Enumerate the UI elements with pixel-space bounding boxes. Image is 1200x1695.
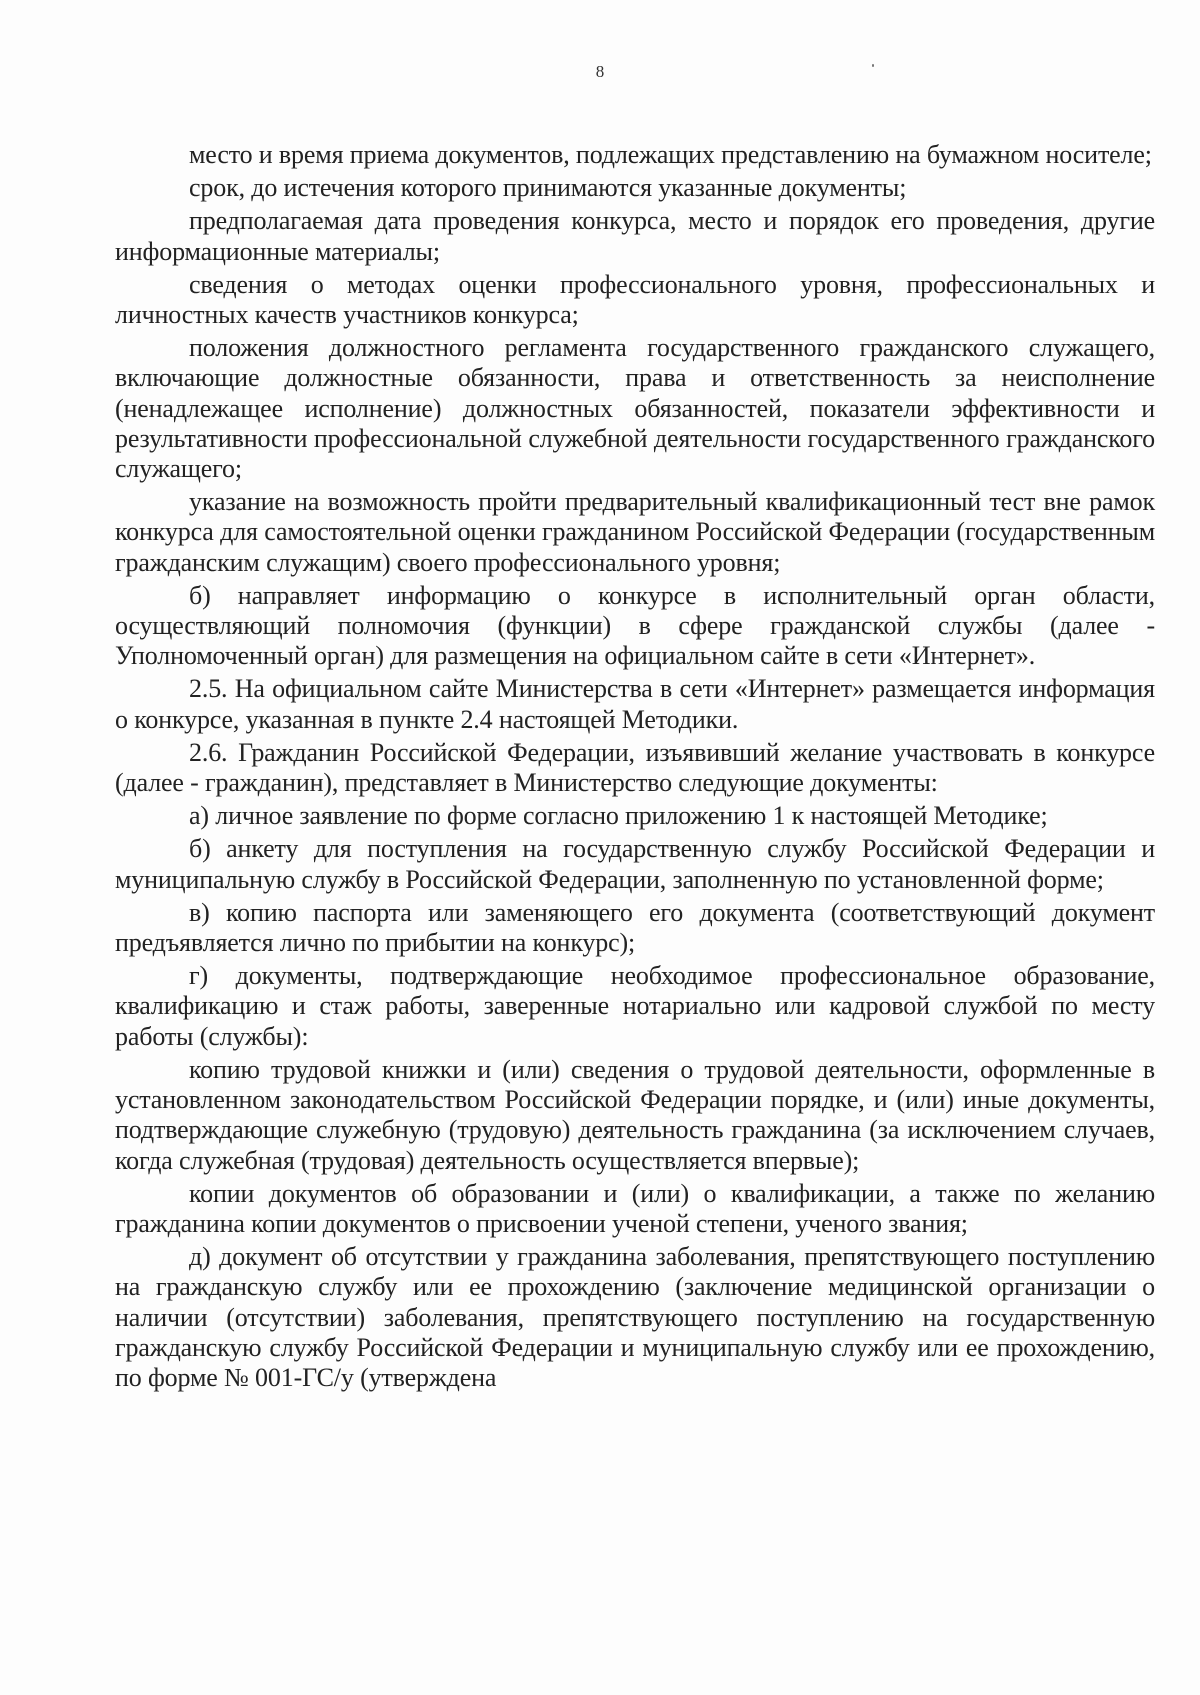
paragraph: положения должностного регламента государственного гражданского служащего, включающие должностные обязанности, права и ответственность за неисполнение (ненадлежащее исполнение) должностных обязанностей, показатели эффективности и результативности профессиональной служебной деятельности государственного гражданского служащего; — [115, 333, 1155, 484]
paragraph: б) направляет информацию о конкурсе в исполнительный орган области, осуществляющий полномочия (функции) в сфере гражданской службы (далее - Уполномоченный орган) для размещения на официальном сайте в сети «Интернет». — [115, 580, 1155, 671]
paragraph: указание на возможность пройти предварительный квалификационный тест вне рамок конкурса для самостоятельной оценки гражданином Российской Федерации (государственным гражданским служащим) своего профессионального уровня; — [115, 487, 1155, 577]
paragraph: копию трудовой книжки и (или) сведения о трудовой деятельности, оформленные в установленном законодательством Российской Федерации порядке, и (или) иные документы, подтверждающие служебную (трудовую) деятельность гражданина (за исключением случаев, когда служебная (трудовая) деятельность осуществляется впервые); — [115, 1054, 1155, 1175]
document-body — [115, 140, 1155, 1393]
paragraph: срок, до истечения которого принимаются указанные документы; — [189, 173, 907, 203]
paragraph: сведения о методах оценки профессионального уровня, профессиональных и личностных качеств участников конкурса; — [115, 269, 1155, 330]
paragraph: а) личное заявление по форме согласно приложению 1 к настоящей Методике; — [189, 801, 1048, 831]
paragraph: б) анкету для поступления на государственную службу Российской Федерации и муниципальную службу в Российской Федерации, заполненную по установленной форме; — [115, 834, 1155, 894]
paragraph: место и время приема документов, подлежащих представлению на бумажном носителе; — [189, 140, 1152, 169]
paragraph: предполагаемая дата проведения конкурса, место и порядок его проведения, другие информационные материалы; — [115, 206, 1155, 266]
page-number: 8 — [595, 62, 605, 81]
paragraph: в) копию паспорта или заменяющего его документа (соответствующий документ предъявляется лично по прибытии на конкурс); — [115, 897, 1155, 958]
paragraph: 2.6. Гражданин Российской Федерации, изъявивший желание участвовать в конкурсе (далее - гражданин), представляет в Министерство следующие документы: — [115, 737, 1155, 798]
paragraph: д) документ об отсутствии у гражданина заболевания, препятствующего поступлению на гражданскую службу или ее прохождению (заключение медицинской организации о наличии (отсутствии) заболевания, препятствующего поступлению на государственную гражданскую службу Российской Федерации и муниципальную службу или ее прохождению, по форме № 001-ГС/у (утверждена — [115, 1242, 1155, 1392]
paragraph: г) документы, подтверждающие необходимое профессиональное образование, квалификацию и стаж работы, заверенные нотариально или кадровой службой по месту работы (службы): — [115, 961, 1155, 1051]
paragraph: копии документов об образовании и (или) о квалификации, а также по желанию гражданина копии документов о присвоении ученой степени, ученого звания; — [115, 1178, 1155, 1238]
scan-speck — [872, 64, 874, 67]
paragraph: 2.5. На официальном сайте Министерства в сети «Интернет» размещается информация о конкурсе, указанная в пункте 2.4 настоящей Методики. — [115, 674, 1155, 734]
